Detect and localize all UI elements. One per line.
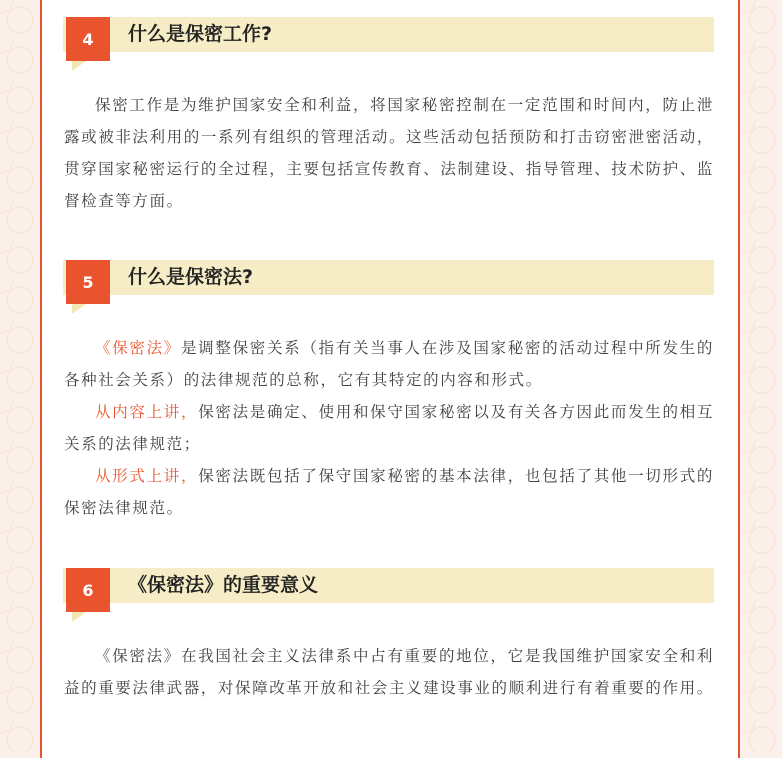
section-title: 什么是保密工作? <box>128 23 273 45</box>
paragraph-text: 是调整保密关系（指有关当事人在涉及国家秘密的活动过程中所发生的各种社会关系）的法律规范的总称，它有其特定的内容和形式。 <box>64 339 714 389</box>
section-paragraph <box>64 396 714 460</box>
section-number-badge: 5 <box>66 260 110 304</box>
section-number-badge: 4 <box>66 17 110 61</box>
section-paragraph <box>64 460 714 524</box>
right-decorative-pattern <box>742 0 782 751</box>
left-decorative-pattern <box>0 0 40 751</box>
section-paragraph: 保密工作是为维护国家安全和利益，将国家秘密控制在一定范围和时间内，防止泄露或被非法利用的一系列有组织的管理活动。这些活动包括预防和打击窃密泄密活动，贯穿国家秘密运行的全过程，主要包括宣传教育、法制建设、指导管理、技术防护、监督检查等方面。 <box>64 96 714 210</box>
section-title: 什么是保密法? <box>128 266 254 288</box>
section-paragraph: 《保密法》在我国社会主义法律系中占有重要的地位，它是我国维护国家安全和利益的重要法律武器，对保障改革开放和社会主义建设事业的顺利进行有着重要的作用。 <box>64 647 714 697</box>
badge-fold-shape <box>72 61 86 71</box>
highlight-text: 从形式上讲， <box>95 467 199 485</box>
section-title: 《保密法》的重要意义 <box>128 574 319 596</box>
section-number-badge: 6 <box>66 568 110 612</box>
paragraph-text: 保密法既包括了保守国家秘密的基本法律，也包括了其他一切形式的保密法律规范。 <box>64 467 714 517</box>
paragraph-text: 保密法是确定、使用和保守国家秘密以及有关各方因此而发生的相互关系的法律规范； <box>64 403 714 453</box>
section-paragraph <box>64 332 714 396</box>
badge-fold-shape <box>72 304 86 314</box>
highlight-text: 从内容上讲， <box>95 403 199 421</box>
badge-fold-shape <box>72 612 86 622</box>
highlight-text: 《保密法》 <box>95 339 181 357</box>
